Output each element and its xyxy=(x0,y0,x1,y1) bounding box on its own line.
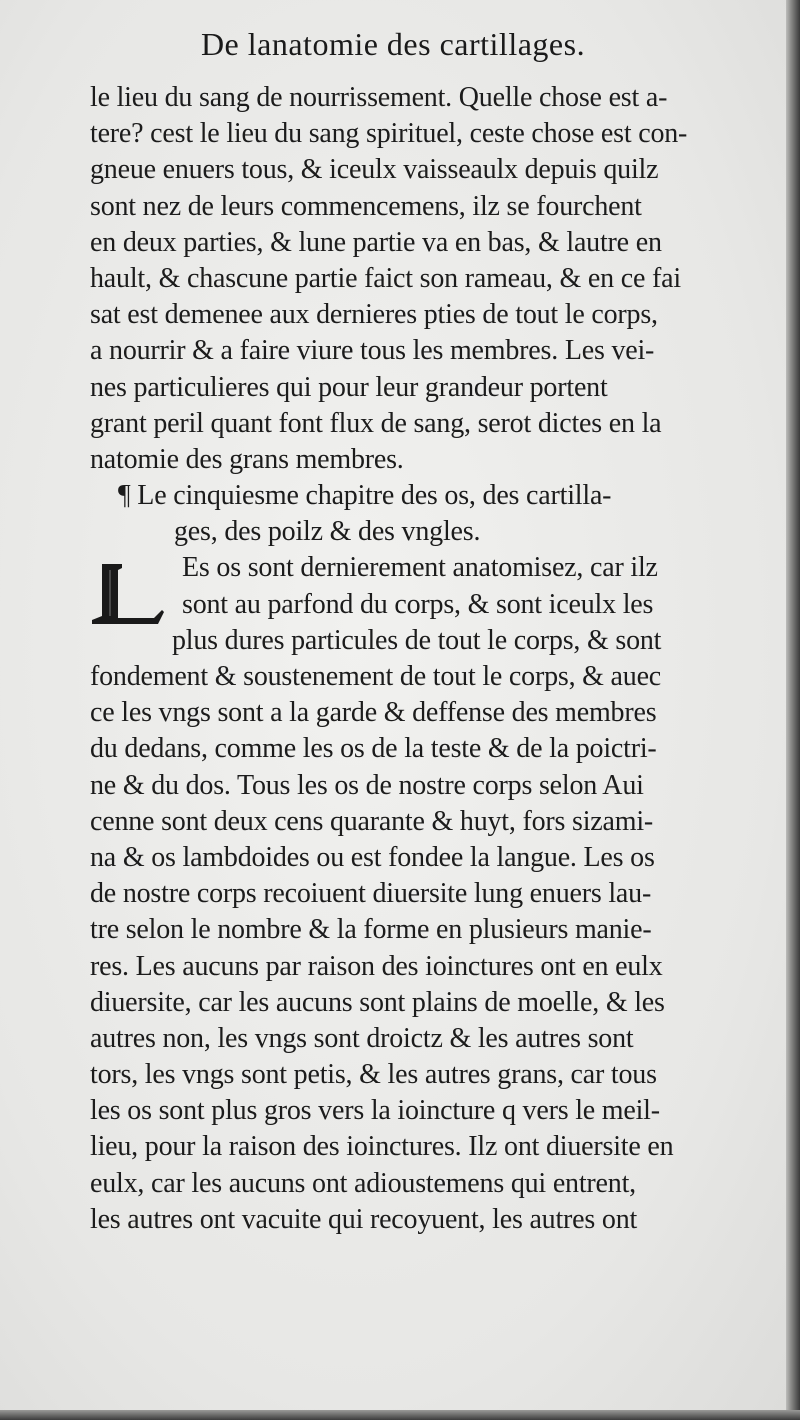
text-line: les autres ont vacuite qui recoyuent, les autres ont xyxy=(90,1203,638,1235)
text-line: eulx, car les aucuns ont adioustemens qui entrent, xyxy=(90,1167,636,1199)
text-line: Es os sont dernierement anatomisez, car ilz xyxy=(182,552,658,584)
text-line: en deux parties, & lune partie va en bas, & lautre en xyxy=(90,226,662,258)
text-line: sat est demenee aux dernieres pties de tout le corps, xyxy=(90,299,658,331)
text-line: nes particulieres qui pour leur grandeur portent xyxy=(90,371,608,403)
chapter-heading: ¶ Le cinquiesme chapitre des os, des cartilla- xyxy=(118,480,612,512)
text-line: sont nez de leurs commencemens, ilz se fourchent xyxy=(90,190,642,222)
text-line: tere? cest le lieu du sang spirituel, ceste chose est con- xyxy=(90,118,688,150)
text-line: na & os lambdoides ou est fondee la langue. Les os xyxy=(90,841,655,873)
text-line: le lieu du sang de nourrissement. Quelle chose est a- xyxy=(90,82,668,113)
text-line: gneue enuers tous, & iceulx vaisseaulx depuis quilz xyxy=(90,154,659,186)
text-line: diuersite, car les aucuns sont plains de moelle, & les xyxy=(90,986,665,1018)
text-line: natomie des grans membres. xyxy=(90,443,404,475)
text-line: du dedans, comme les os de la teste & de la poictri- xyxy=(90,733,657,765)
running-head: De lanatomie des cartillages. xyxy=(200,26,586,62)
text-line: a nourrir & a faire viure tous les membres. Les vei- xyxy=(90,335,655,367)
text-line: les os sont plus gros vers la ioincture q vers le meil- xyxy=(90,1095,660,1127)
page-bottom-edge xyxy=(0,1410,800,1420)
text-line: autres non, les vngs sont droictz & les autres sont xyxy=(90,1022,634,1054)
text-line: fondement & soustenement de tout le corps, & auec xyxy=(90,661,662,692)
text-line: sont au parfond du corps, & sont iceulx les xyxy=(182,588,654,620)
text-line: cenne sont deux cens quarante & huyt, fors sizami- xyxy=(90,805,654,837)
text-line: tors, les vngs sont petis, & les autres grans, car tous xyxy=(90,1059,657,1091)
text-line: lieu, pour la raison des ioinctures. Ilz ont diuersite en xyxy=(90,1131,674,1163)
text-line: grant peril quant font flux de sang, serot dictes en la xyxy=(90,407,662,439)
text-line: res. Les aucuns par raison des ioinctures ont en eulx xyxy=(90,950,663,982)
text-line: de nostre corps recoiuent diuersite lung enuers lau- xyxy=(90,878,652,910)
chapter-heading-cont: ges, des poilz & des vngles. xyxy=(174,516,481,548)
text-line: plus dures particules de tout le corps, & sont xyxy=(172,624,662,656)
text-line: ne & du dos. Tous les os de nostre corps selon Aui xyxy=(90,769,644,801)
text-line: tre selon le nombre & la forme en plusieurs manie- xyxy=(90,914,652,946)
text-line: hault, & chascune partie faict son rameau, & en ce fai xyxy=(90,262,681,294)
page-gutter-shadow xyxy=(786,0,800,1420)
body-text xyxy=(90,80,770,1238)
text-line: ce les vngs sont a la garde & deffense des membres xyxy=(90,697,657,729)
